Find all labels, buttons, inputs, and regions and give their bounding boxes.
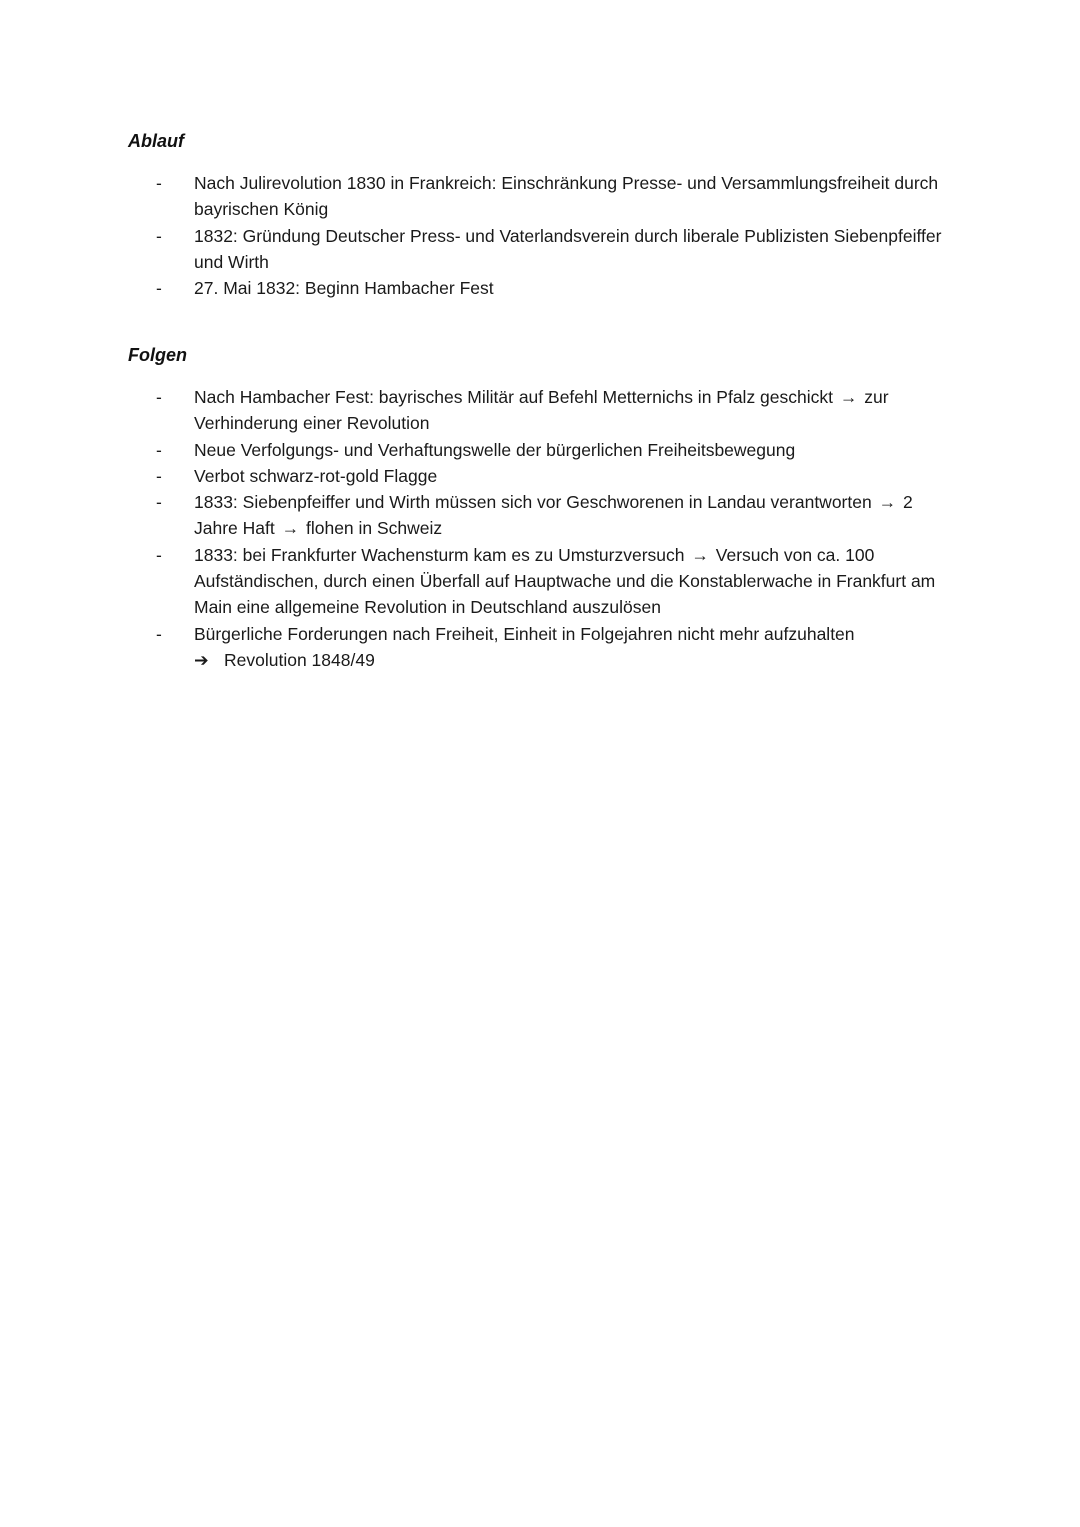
list-item-text: zur Verhinderung einer Revolution	[194, 387, 889, 434]
bullet-dash: -	[156, 623, 162, 644]
right-arrow-icon: →	[878, 492, 897, 513]
list-item-text: 1833: Siebenpfeiffer und Wirth müssen sich vor Geschworenen in Landau verantworten	[194, 492, 872, 513]
list-item	[128, 463, 958, 489]
bullet-dash: -	[156, 225, 162, 246]
bullet-dash: -	[156, 544, 162, 565]
list-item-text: 2 Jahre Haft	[194, 492, 913, 539]
bullet-dash: -	[156, 278, 162, 299]
list-item-text: 1833: bei Frankfurter Wachensturm kam es zu Umsturzversuch	[194, 544, 685, 565]
bullet-dash: -	[156, 173, 162, 193]
bullet-dash: -	[156, 439, 162, 460]
list-item-text: Bürgerliche Forderungen nach Freiheit, Einheit in Folgejahren nicht mehr aufzuhalten	[194, 623, 855, 644]
list-item	[128, 223, 958, 276]
list-item-text: Versuch von ca. 100 Aufständischen, durch einen Überfall auf Hauptwache und die Konstablerwache in Frankfurt am Main eine allgemeine Revolution in Deutschland auszulösen	[194, 544, 936, 618]
bold-arrow-icon: ➔	[194, 649, 209, 670]
right-arrow-icon: →	[281, 518, 300, 539]
list-item	[128, 621, 958, 674]
list-item	[128, 275, 958, 301]
list-item-text: Neue Verfolgungs- und Verhaftungswelle der bürgerlichen Freiheitsbewegung	[194, 439, 796, 460]
right-arrow-icon: →	[839, 387, 858, 407]
list-item-text: Nach Hambacher Fest: bayrisches Militär auf Befehl Metternichs in Pfalz geschickt	[194, 387, 834, 407]
list-item	[128, 384, 958, 437]
section-folgen	[128, 342, 958, 673]
list-item	[128, 542, 958, 621]
list-item-text: Verbot schwarz-rot-gold Flagge	[194, 465, 438, 486]
bullet-dash: -	[156, 465, 162, 486]
section-title-ablauf: Ablauf	[128, 131, 184, 151]
list-item-text: 1832: Gründung Deutscher Press- und Vaterlandsverein durch liberale Publizisten Siebenpfeiffer und Wirth	[194, 225, 942, 272]
list-item	[128, 170, 958, 223]
list-item-text: 27. Mai 1832: Beginn Hambacher Fest	[194, 278, 494, 299]
list-item	[128, 437, 958, 463]
list-item	[128, 489, 958, 542]
bullet-dash: -	[156, 387, 162, 407]
list-item-text: flohen in Schweiz	[305, 518, 443, 539]
right-arrow-icon: →	[691, 544, 709, 565]
section-title-folgen: Folgen	[128, 345, 187, 365]
list-item-text: Nach Julirevolution 1830 in Frankreich: Einschränkung Presse- und Versammlungsfreiheit durch bayrischen König	[194, 173, 939, 220]
ablauf-list	[128, 170, 958, 301]
section-ablauf	[128, 128, 958, 301]
folgen-list	[128, 384, 958, 673]
conclusion-text: Revolution 1848/49	[224, 649, 375, 670]
bullet-dash: -	[156, 492, 162, 513]
conclusion-line	[194, 647, 958, 673]
